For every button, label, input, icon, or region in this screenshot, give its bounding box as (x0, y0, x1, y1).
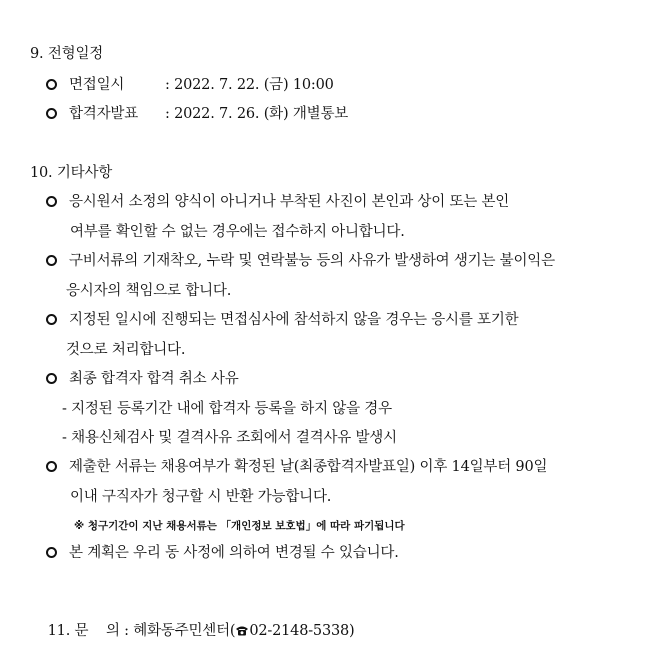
note-item-4-sub-1: - 지정된 등록기간 내에 합격자 등록을 하지 않을 경우 (62, 401, 392, 417)
note-item-2 (46, 251, 555, 271)
contact-label: 11. 문 의 : 혜화동주민센터( (47, 623, 236, 639)
telephone-icon (235, 622, 249, 633)
circle-bullet-icon (46, 314, 57, 325)
note-item-1-continued: 여부를 확인할 수 없는 경우에는 접수하지 아니합니다. (70, 224, 405, 240)
note-text: 최종 합격자 합격 취소 사유 (69, 371, 239, 387)
note-item-5-continued: 이내 구직자가 청구할 시 반환 가능합니다. (70, 489, 332, 505)
circle-bullet-icon (46, 196, 57, 207)
schedule-interview (46, 75, 334, 95)
schedule-label: 면접일시 (69, 77, 125, 93)
note-item-1 (46, 192, 509, 212)
note-item-4 (46, 369, 239, 389)
note-text: 구비서류의 기재착오, 누락 및 연락불능 등의 사유가 발생하여 생기는 불이익은 (69, 253, 555, 269)
schedule-value: : 2022. 7. 26. (화) 개별통보 (165, 106, 349, 122)
retention-footnote: ※ 청구기간이 지난 채용서류는 「개인정보 보호법」에 따라 파기됩니다 (74, 520, 405, 532)
note-item-3-continued: 것으로 처리합니다. (66, 342, 186, 358)
circle-bullet-icon (46, 547, 57, 558)
note-text: 제출한 서류는 채용여부가 확정된 날(최종합격자발표일) 이후 14일부터 90일 (69, 459, 548, 475)
circle-bullet-icon (46, 108, 57, 119)
note-item-2-continued: 응시자의 책임으로 합니다. (66, 283, 232, 299)
note-item-4-sub-2: - 채용신체검사 및 결격사유 조회에서 결격사유 발생시 (62, 430, 397, 446)
circle-bullet-icon (46, 79, 57, 90)
note-item-5 (46, 457, 547, 477)
note-item-6 (46, 543, 399, 563)
schedule-announcement (46, 104, 348, 124)
circle-bullet-icon (46, 461, 57, 472)
circle-bullet-icon (46, 255, 57, 266)
note-item-3 (46, 310, 518, 330)
section-9-heading: 9. 전형일정 (30, 46, 104, 62)
schedule-label: 합격자발표 (69, 106, 139, 122)
contact-phone: 02-2148-5338) (249, 623, 355, 639)
circle-bullet-icon (46, 373, 57, 384)
section-11-contact (30, 601, 354, 661)
note-text: 지정된 일시에 진행되는 면접심사에 참석하지 않을 경우는 응시를 포기한 (69, 312, 519, 328)
note-text: 본 계획은 우리 동 사정에 의하여 변경될 수 있습니다. (69, 545, 399, 561)
note-text: 응시원서 소정의 양식이 아니거나 부착된 사진이 본인과 상이 또는 본인 (69, 194, 510, 210)
section-10-heading: 10. 기타사항 (30, 165, 113, 181)
schedule-value: : 2022. 7. 22. (금) 10:00 (165, 77, 334, 93)
